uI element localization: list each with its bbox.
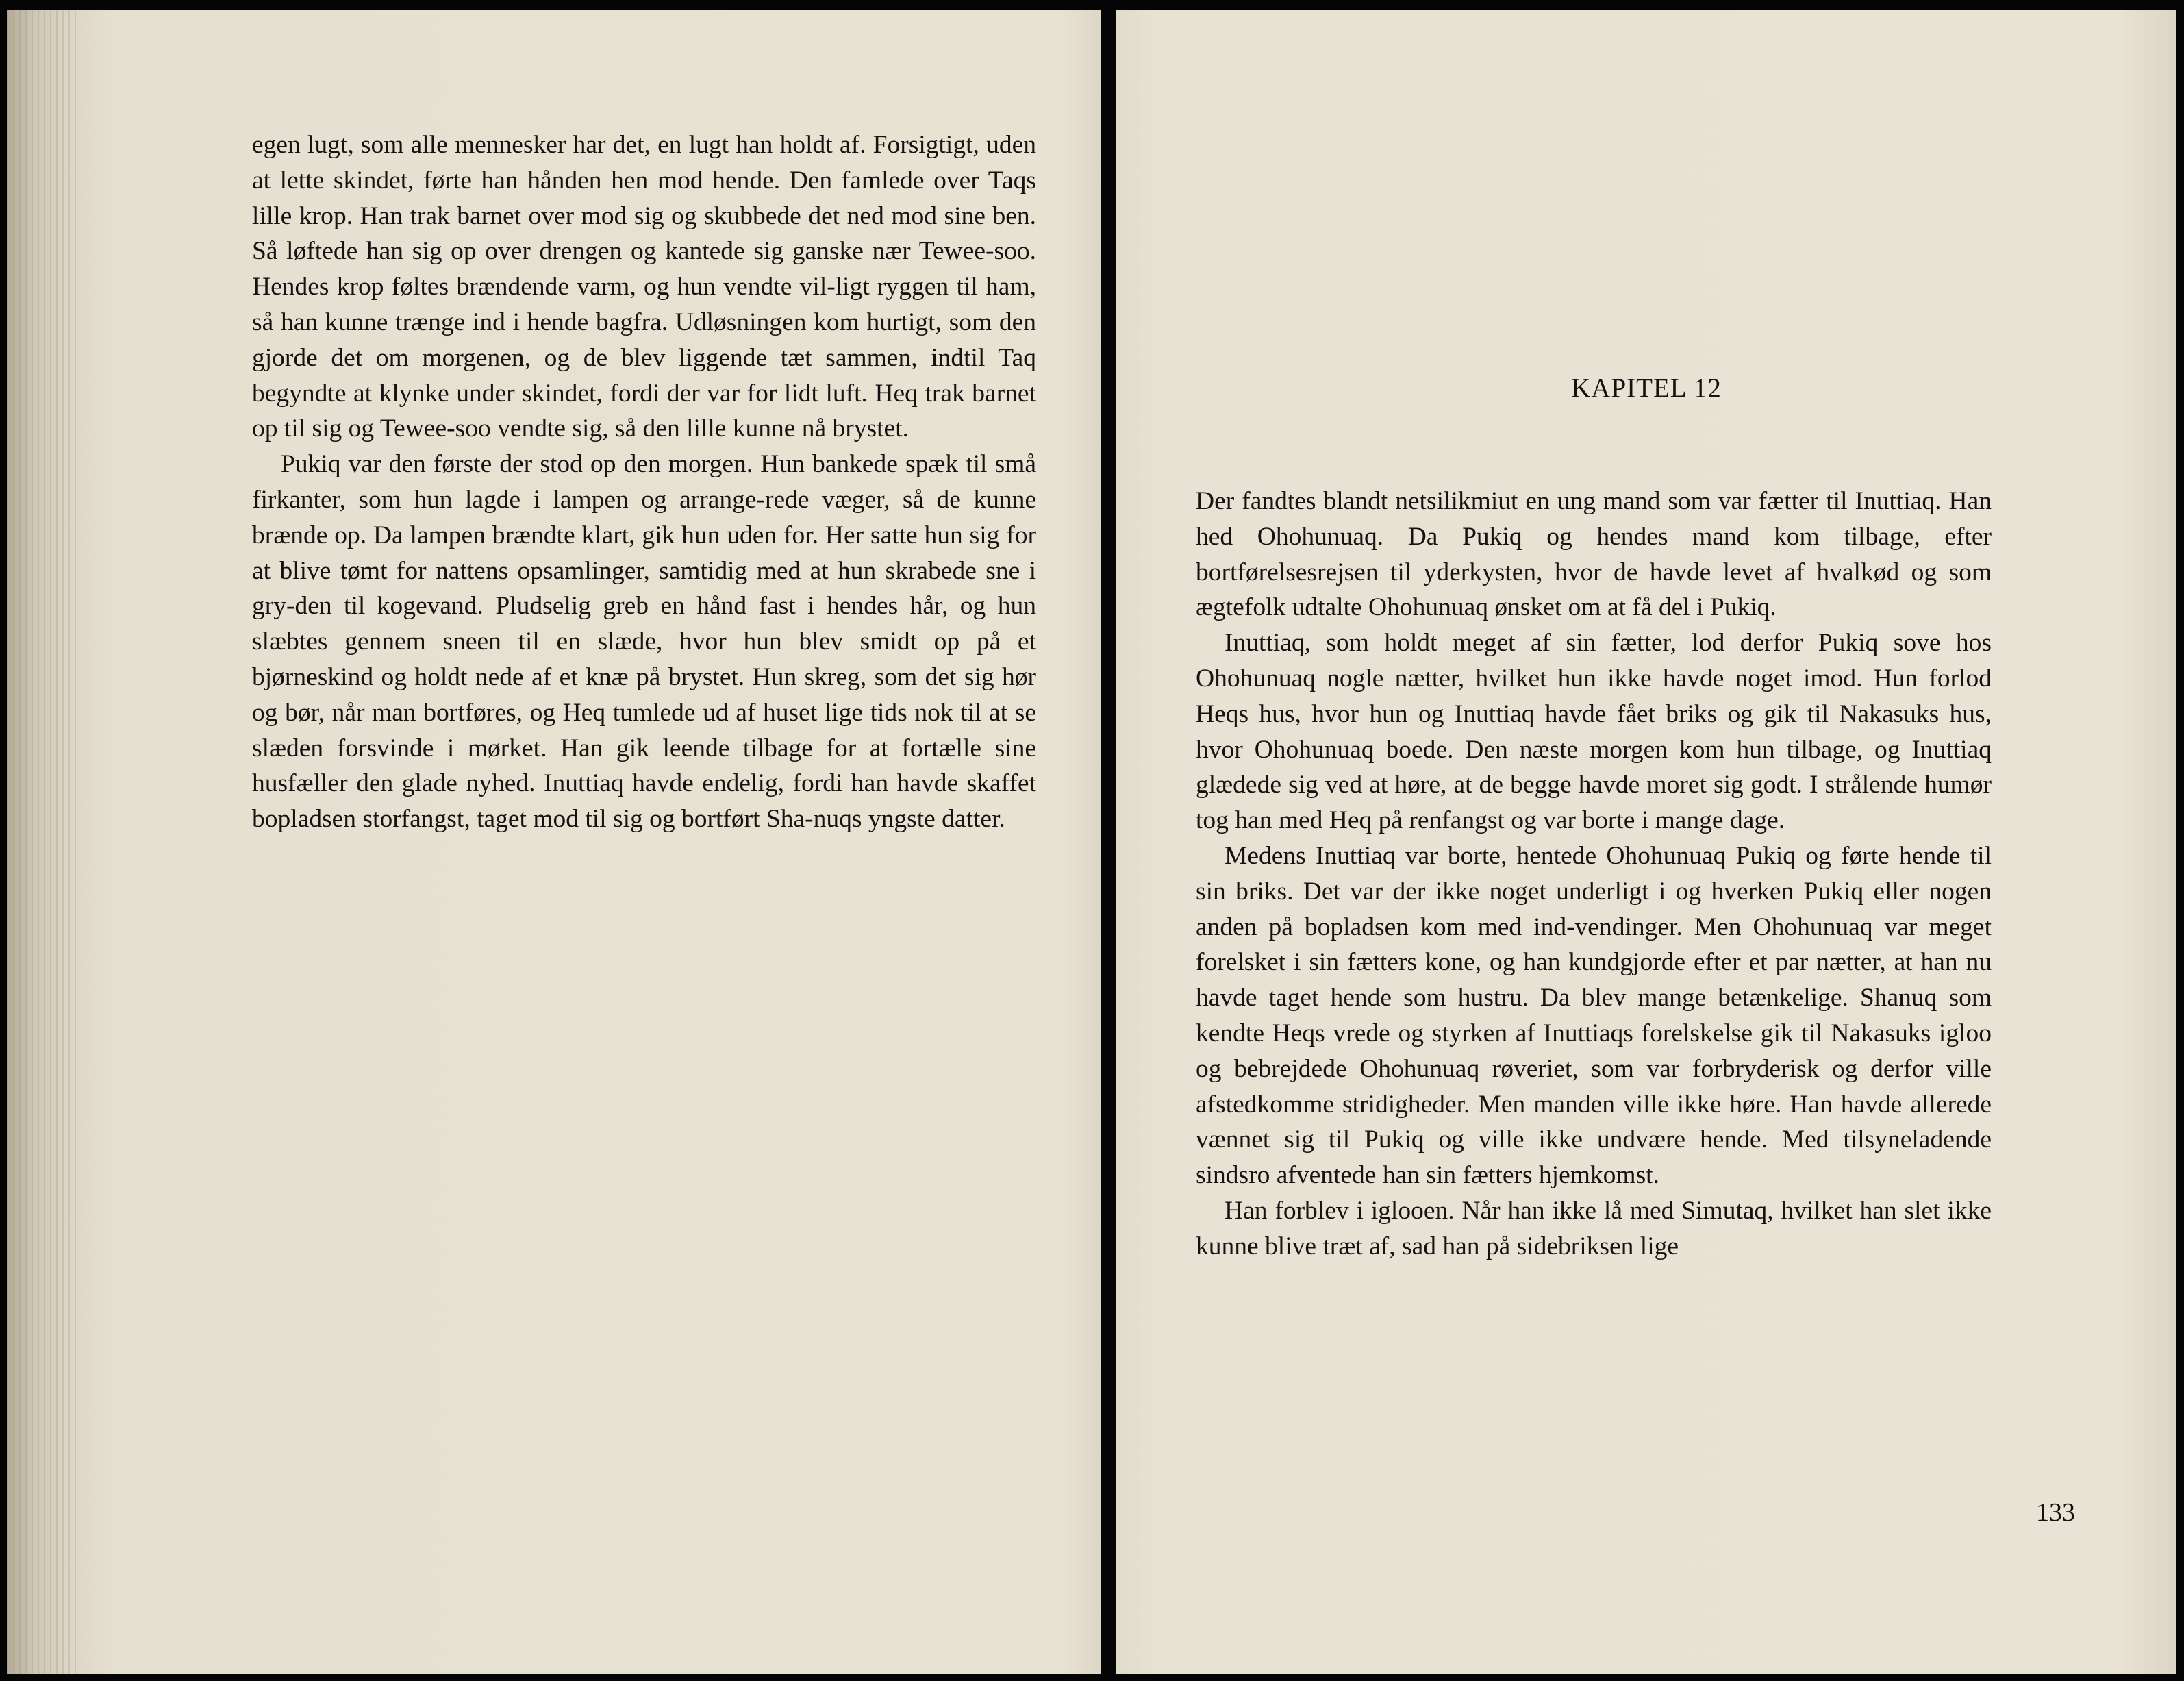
right-paragraph-3: Medens Inuttiaq var borte, hentede Ohohunuaq Pukiq og førte hende til sin briks. Det var der ikke noget underligt i og hverken Pukiq eller nogen anden på bopladsen kom med ind-vendinger. Men Ohohunuaq var meget forelsket i sin fætters kone, og han kundgjorde efter et par nætter, at han nu havde taget hende som hustru. Da blev mange betænkelige. Shanuq som kendte Heqs vrede og styrken af Inuttiaqs forelskelse gik til Nakasuks igloo og bebrejdede Ohohunuaq røveriet, som var forbryderisk og derfor ville afstedkomme stridigheder. Men manden ville ikke høre. Han havde allerede vænnet sig til Pukiq og ville ikke undvære hende. Med tilsyneladende sindsro afventede han sin fætters hjemkomst.	[1196, 841, 1992, 1190]
left-page-body	[252, 127, 1036, 837]
page-number: 133	[2036, 1498, 2075, 1527]
page-stack-edge	[7, 10, 79, 1674]
right-paragraph-2: Inuttiaq, som holdt meget af sin fætter, lod derfor Pukiq sove hos Ohohunuaq nogle nætter, hvilket hun ikke havde noget imod. Hun forlod Heqs hus, hvor hun og Inuttiaq havde fået briks og gik til Nakasuks hus, hvor Ohohunuaq boede. Den næste morgen kom hun tilbage, og Inuttiaq glædede sig ved at høre, at de begge havde moret sig godt. I strålende humør tog han med Heq på renfangst og var borte i mange dage.	[1196, 629, 1992, 835]
right-paragraph-4: Han forblev i iglooen. Når han ikke lå med Simutaq, hvilket han slet ikke kunne blive træt af, sad han på sidebriksen lige	[1196, 1196, 1992, 1260]
chapter-heading: KAPITEL 12	[1571, 373, 1722, 403]
left-page	[7, 10, 1101, 1674]
left-paragraph-1: egen lugt, som alle mennesker har det, en lugt han holdt af. Forsigtigt, uden at lette skindet, førte han hånden hen mod hende. Den famlede over Taqs lille krop. Han trak barnet over mod sig og skubbede det ned mod sine ben. Så løftede han sig op over drengen og kantede sig ganske nær Tewee-soo. Hendes krop føltes brændende varm, og hun vendte vil-ligt ryggen til ham, så han kunne trænge ind i hende bagfra. Udløsningen kom hurtigt, som den gjorde det om morgenen, og de blev liggende tæt sammen, indtil Taq begyndte at klynke under skindet, fordi der var for lidt luft. Heq trak barnet op til sig og Tewee-soo vendte sig, så den lille kunne nå brystet.	[252, 131, 1036, 443]
right-page	[1116, 10, 2176, 1674]
right-paragraph-1: Der fandtes blandt netsilikmiut en ung mand som var fætter til Inuttiaq. Han hed Ohohunuaq. Da Pukiq og hendes mand kom tilbage, efter bortførelsesrejsen til yderkysten, hvor de havde levet af hvalkød og som ægtefolk udtalte Ohohunuaq ønsket om at få del i Pukiq.	[1196, 487, 1992, 622]
left-paragraph-2: Pukiq var den første der stod op den morgen. Hun bankede spæk til små firkanter, som hun lagde i lampen og arrange-rede væger, så de kunne brænde op. Da lampen brændte klart, gik hun uden for. Her satte hun sig for at blive tømt for nattens opsamlinger, samtidig med at hun skrabede sne i gry-den til kogevand. Pludselig greb en hånd fast i hendes hår, og hun slæbtes gennem sneen til en slæde, hvor hun blev smidt op på et bjørneskind og holdt nede af et knæ på brystet. Hun skreg, som det sig hør og bør, når man bortføres, og Heq tumlede ud af huset lige tids nok til at se slæden forsvinde i mørket. Han gik leende tilbage for at fortælle sine husfæller den glade nyhed. Inuttiaq havde endelig, fordi han havde skaffet bopladsen storfangst, taget mod til sig og bortført Sha-nuqs yngste datter.	[252, 450, 1036, 834]
right-page-body	[1196, 484, 1992, 1265]
